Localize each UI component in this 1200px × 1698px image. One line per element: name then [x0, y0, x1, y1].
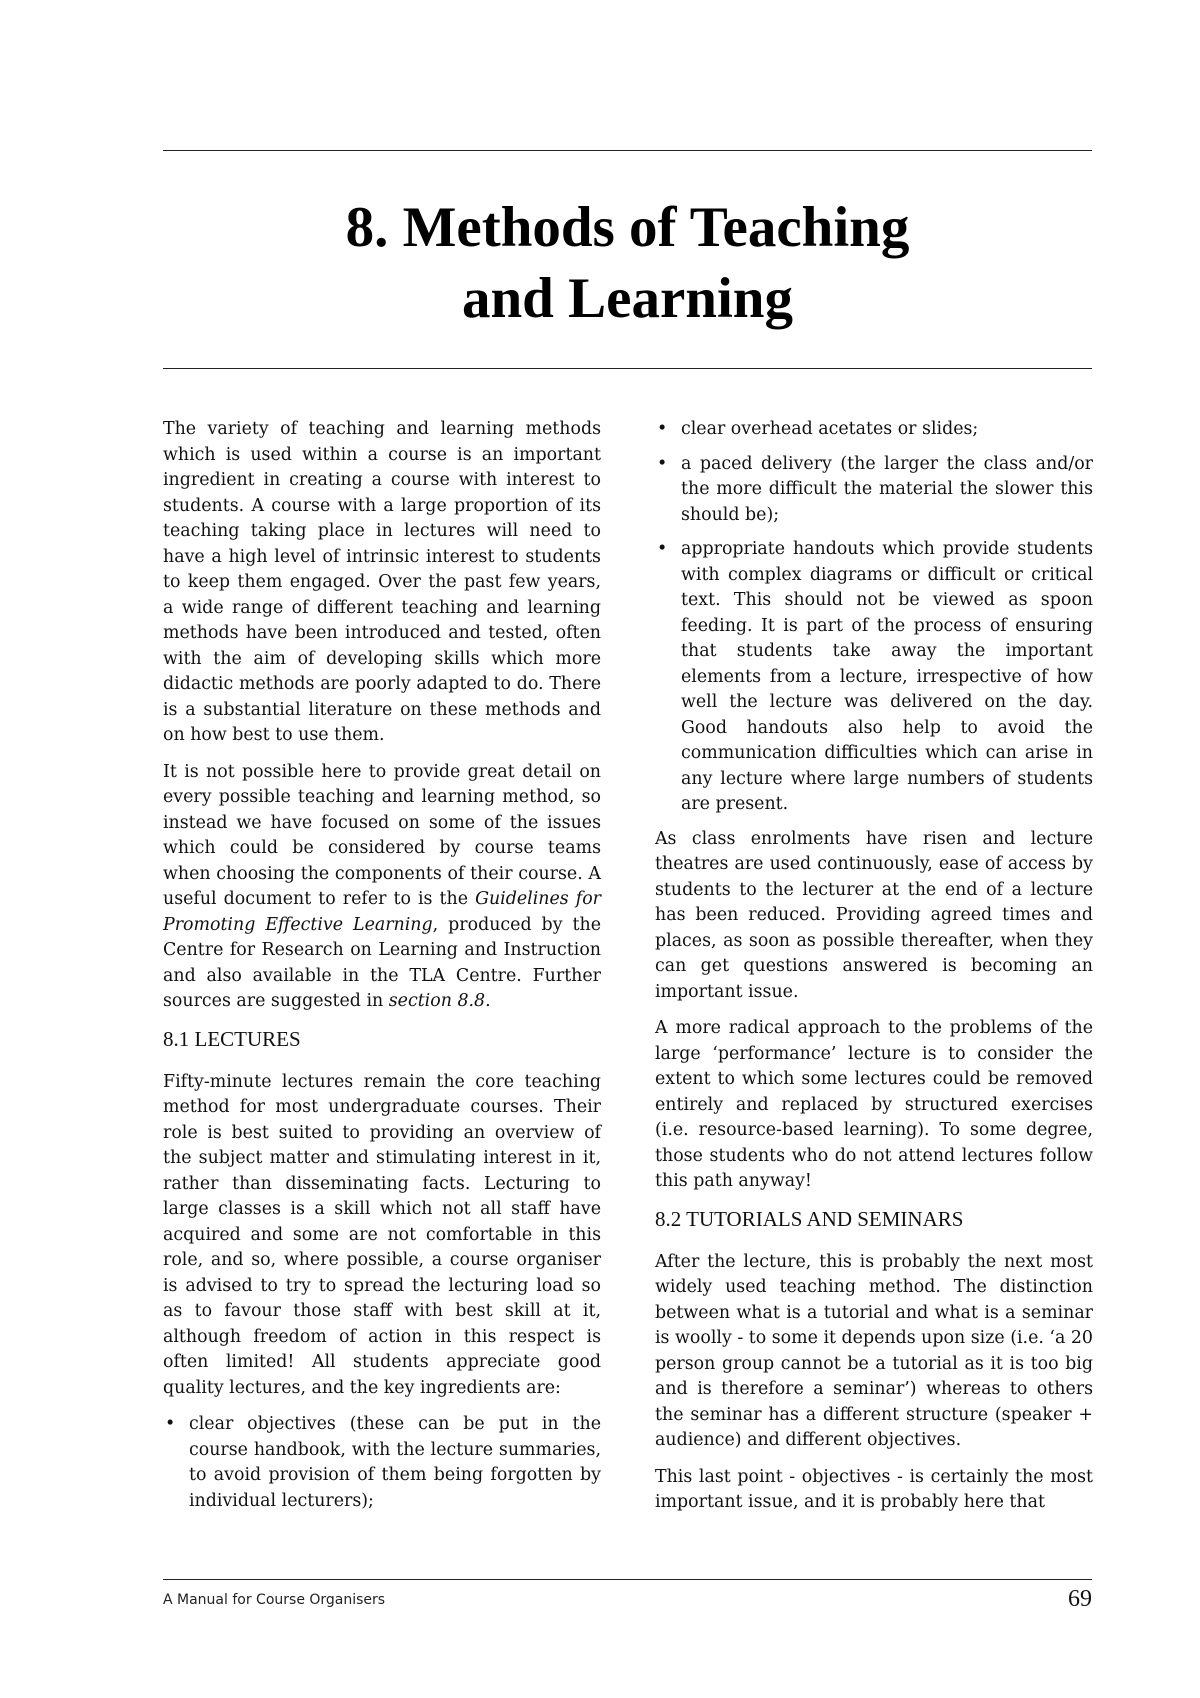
list-item: [655, 452, 1093, 529]
footer-title: A Manual for Course Organisers: [163, 1592, 386, 1608]
chapter-title: [163, 192, 1092, 334]
left-column: [163, 417, 601, 1523]
chapter-title-line-2: and Learning: [461, 267, 793, 330]
access-paragraph: As class enrolments have risen and lecture theatres are used continuously, ease of access by students to the lecturer at the end of a lecture has been reduced. Providing agreed times and places, as soon as possible thereafter, when they can get questions answered is becoming an important issue.: [655, 828, 1093, 1002]
guidelines-title: Guidelines for Promoting Effective Learning: [163, 889, 601, 935]
footer-rule: [163, 1579, 1092, 1580]
section-heading-tutorials: 8.2 TUTORIALS AND SEMINARS: [655, 1206, 964, 1231]
intro-paragraph: The variety of teaching and learning methods which is used within a course is an important ingredient in creating a course with interest to students. A course with a large proportion of its teaching taking place in lectures will need to have a high level of intrinsic interest to students to keep them engaged. Over the past few years, a wide range of different teaching and learning methods have been introduced and tested, often with the aim of developing skills which more didactic methods are poorly adapted to do. There is a substantial literature on these methods and on how best to use them.: [163, 419, 601, 745]
page-number: 69: [1068, 1586, 1092, 1612]
guidelines-text-b: , produced by the Centre for Research on Learning and Instruction and also available in the TLA Centre. Further sources are suggested in: [163, 914, 601, 1011]
objectives-paragraph: This last point - objectives - is certainly the most important issue, and it is probably here that: [655, 1466, 1093, 1512]
chapter-title-line-1: 8. Methods of Teaching: [345, 196, 910, 259]
list-item: [163, 1412, 601, 1514]
list-item: [655, 417, 1093, 443]
bullet-icon: •: [165, 1414, 176, 1434]
list-item-text: clear overhead acetates or slides;: [681, 419, 979, 439]
list-item: [655, 537, 1093, 818]
list-item-text: a paced delivery (the larger the class and/or the more difficult the material the slower this should be);: [681, 453, 1093, 525]
list-item-text: clear objectives (these can be put in the course handbook, with the lecture summaries, to avoid provision of them being forgotten by individual lecturers);: [189, 1414, 601, 1511]
bullet-icon: •: [657, 539, 668, 559]
bullet-icon: •: [657, 419, 668, 439]
section-reference: section 8.8: [388, 991, 486, 1011]
key-ingredients-list: [163, 1412, 601, 1514]
key-ingredients-list-continued: [655, 417, 1093, 818]
bullet-icon: •: [657, 453, 668, 474]
lectures-paragraph: Fifty-minute lectures remain the core teaching method for most undergraduate courses. Their role is best suited to providing an overview of the subject matter and stimulating interest in it, rather than disseminating facts. Lecturing to large classes is a skill which not all staff have acquired and some are not comfortable in this role, and so, where possible, a course organiser is advised to try to spread the lecturing load so as to favour those staff with best skill at it, although freedom of action in this respect is often limited! All students appreciate good quality lectures, and the key ingredients are:: [163, 1071, 601, 1398]
guidelines-text-a: It is not possible here to provide great detail on every possible teaching and learning method, so instead we have focused on some of the issues which could be considered by course teams when choosing the components of their course. A useful document to refer to is the: [163, 761, 601, 909]
radical-approach-paragraph: A more radical approach to the problems of the large ‘performance’ lecture is to consider the extent to which some lectures could be removed entirely and replaced by structured exercises (i.e. resource-based learning). To some degree, those students who do not attend lectures follow this path anyway!: [655, 1018, 1093, 1191]
tutorials-paragraph: After the lecture, this is probably the next most widely used teaching method. The distinction between what is a tutorial and what is a seminar is woolly - to some it depends upon size (i.e. ‘a 20 person group cannot be a tutorial as it is too big and is therefore a seminar’) whereas to others the seminar has a different structure (speaker + audience) and different objectives.: [655, 1251, 1093, 1450]
list-item-text: appropriate handouts which provide students with complex diagrams or difficult or critical text. This should not be viewed as spoon feeding. It is part of the process of ensuring that students take away the important elements from a lecture, irrespective of how well the lecture was delivered on the day. Good handouts also help to avoid the communication difficulties which can arise in any lecture where large numbers of students are present.: [681, 539, 1093, 814]
section-heading-lectures: 8.1 LECTURES: [163, 1026, 301, 1051]
title-bottom-rule: [163, 368, 1092, 369]
right-column: [655, 417, 1093, 1527]
guidelines-text-c: .: [485, 991, 491, 1011]
guidelines-paragraph: [163, 760, 601, 1015]
top-rule: [163, 150, 1092, 151]
